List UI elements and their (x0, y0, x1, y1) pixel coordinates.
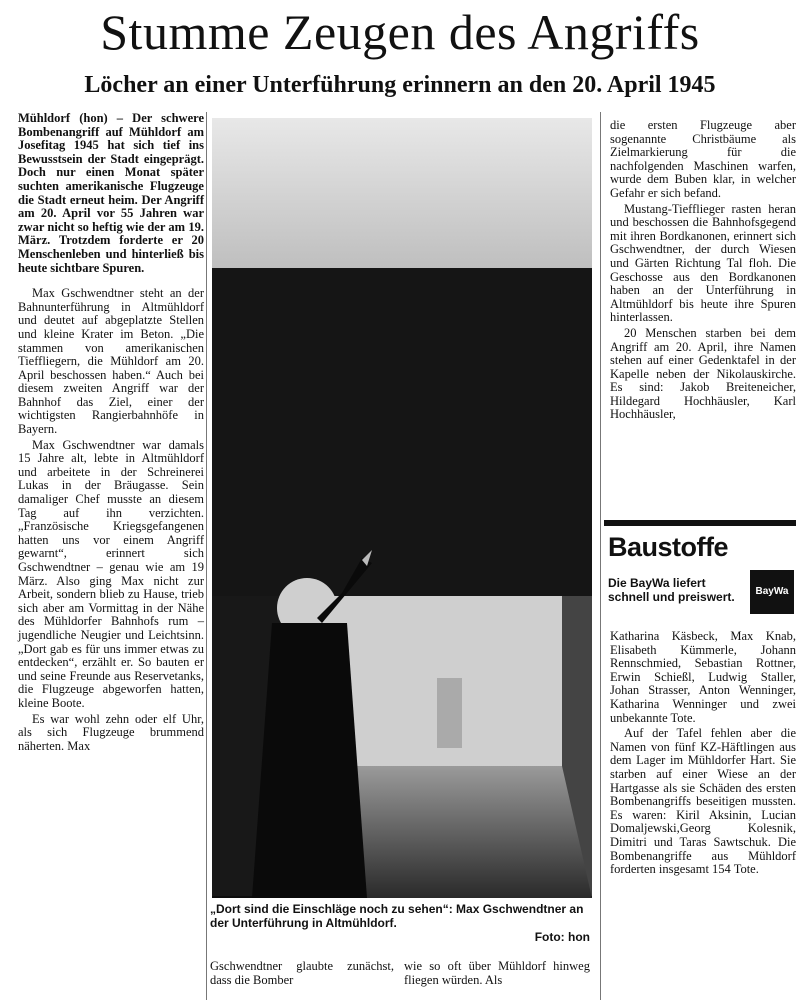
body-paragraph: Es war wohl zehn oder elf Uhr, als sich Flugzeuge brummend näherten. Max (18, 711, 204, 753)
photo-caption (210, 902, 590, 944)
headline: Stumme Zeugen des Angriffs (100, 4, 700, 60)
ad-brand: Baustoffe (608, 532, 729, 562)
underpass-photo-illustration (212, 118, 592, 898)
ad-top-bar (604, 520, 796, 526)
body-paragraph: wie so oft über Mühldorf hinweg fliegen würden. Als (404, 959, 590, 987)
ad-tagline: Die BayWa liefert schnell und preiswert. (608, 576, 735, 604)
caption-text: „Dort sind die Einschläge noch zu sehen“: Max Gschwendtner an der Unterführung in Altmühldorf. (210, 902, 584, 930)
body-paragraph: Max Gschwendtner steht an der Bahnunterführung in Altmühldorf und deutet auf abgeplatzte Stellen und kleine Krater im Beton. „Die stammen von amerikanischen Tieffliegern, die Mühldorf am 20. April beschossen haben.“ Auch bei diesem zweiten Angriff war der Bahnhof das Ziel, einer der wichtigsten Rangierbahnhöfe in Bayern. (18, 286, 204, 437)
body-paragraph: Auf der Tafel fehlen aber die Namen von fünf KZ-Häftlingen aus dem Lager im Mühldorfer Hart. Sie starben auf einer Wiese an der Hartgasse als sie Schäden des ersten Bombenangriffs beseitigen mussten. Es waren: Kiril Aksinin, Lucian Domaljewski,Georg Kolesnik, Dimitri und Taras Sawtschuk. Die Bombenangriffe aus Mühldorf forderten insgesamt 154 Tote. (610, 726, 796, 877)
article-column-left (18, 112, 204, 753)
column-divider (206, 112, 207, 1000)
body-paragraph: Katharina Käsbeck, Max Knab, Elisabeth Kümmerle, Johann Rennschmied, Sebastian Rottner, Erwin Schießl, Ludwig Staller, Johan Strasser, Anton Wenninger, Katharina Wenninger und zwei unbekannte Tote. (610, 629, 796, 725)
column-divider (600, 112, 601, 1000)
photo-credit: Foto: hon (534, 930, 590, 944)
body-paragraph: 20 Menschen starben bei dem Angriff am 20. April, ihre Namen stehen auf einer Gedenktafel in der Kapelle neben der Nikolauskirche. Es sind: Jakob Breiteneicher, Hildegard Hochhäusler, Karl Hochhäusler, (610, 325, 796, 422)
subheadline: Löcher an einer Unterführung erinnern an den 20. April 1945 (84, 72, 716, 98)
advertisement (604, 520, 796, 620)
lead-paragraph: Mühldorf (hon) – Der schwere Bombenangriff auf Mühldorf am Josefitag 1945 hat sich tief ins Bewusstsein der Stadt eingeprägt. Doch nur einen Monat später suchten amerikanische Flugzeuge die Stadt erneut heim. Der Angriff am 20. April vor 55 Jahren war zwar nicht so heftig wie der am 19. März. Trotzdem forderte er 20 Menschenleben und hinterließ bis heute sichtbare Spuren. (18, 111, 204, 275)
body-paragraph: Mustang-Tiefflieger rasten heran und beschossen die Bahnhofsgegend mit ihren Bordkanonen, erinnert sich Gschwendtner, der durch Wiesen und Gärten Richtung Tal floh. Die Geschosse aus den Bordkanonen haben an der Unterführung in Altmühldorf bis heute ihre Spuren hinterlassen. (610, 201, 796, 325)
body-paragraph: die ersten Flugzeuge aber sogenannte Christbäume als Zielmarkierung für die nachfolgenden Maschinen warfen, wurde dem Buben klar, in welcher Gefahr er sich befand. (610, 118, 796, 200)
body-paragraph: Max Gschwendtner war damals 15 Jahre alt, lebte in Altmühldorf und arbeitete in der Schreinerei Lukas in der Bräugasse. Sein damaliger Chef musste an diesem Tag auf ihn verzichten. „Französische Kriegsgefangenen hatten uns vor einem Angriff gewarnt“, erinnert sich Gschwendtner – genau wie am 19 März. Also ging Max nicht zur Arbeit, sondern blieb zu Hause, trieb sich aber am Vormittag in der Nähe des Mühldorfer Bahnhofs rum – jugendliche Neugier und Leichtsinn. „Dort gab es für uns immer etwas zu entdecken“, erzählt er. So bauten er und seine Freunde aus Reservetanks, die Flugzeuge abgeworfen hatten, kleine Boote. (18, 437, 204, 710)
article-column-mid-right (404, 960, 590, 987)
body-paragraph: Gschwendtner glaubte zunächst, dass die Bomber (210, 959, 394, 987)
article-column-right-bottom (610, 630, 796, 877)
baywa-logo: BayWa (750, 570, 794, 614)
article-photo (212, 118, 592, 898)
article-column-mid-left (210, 960, 394, 987)
article-column-right (610, 119, 796, 422)
